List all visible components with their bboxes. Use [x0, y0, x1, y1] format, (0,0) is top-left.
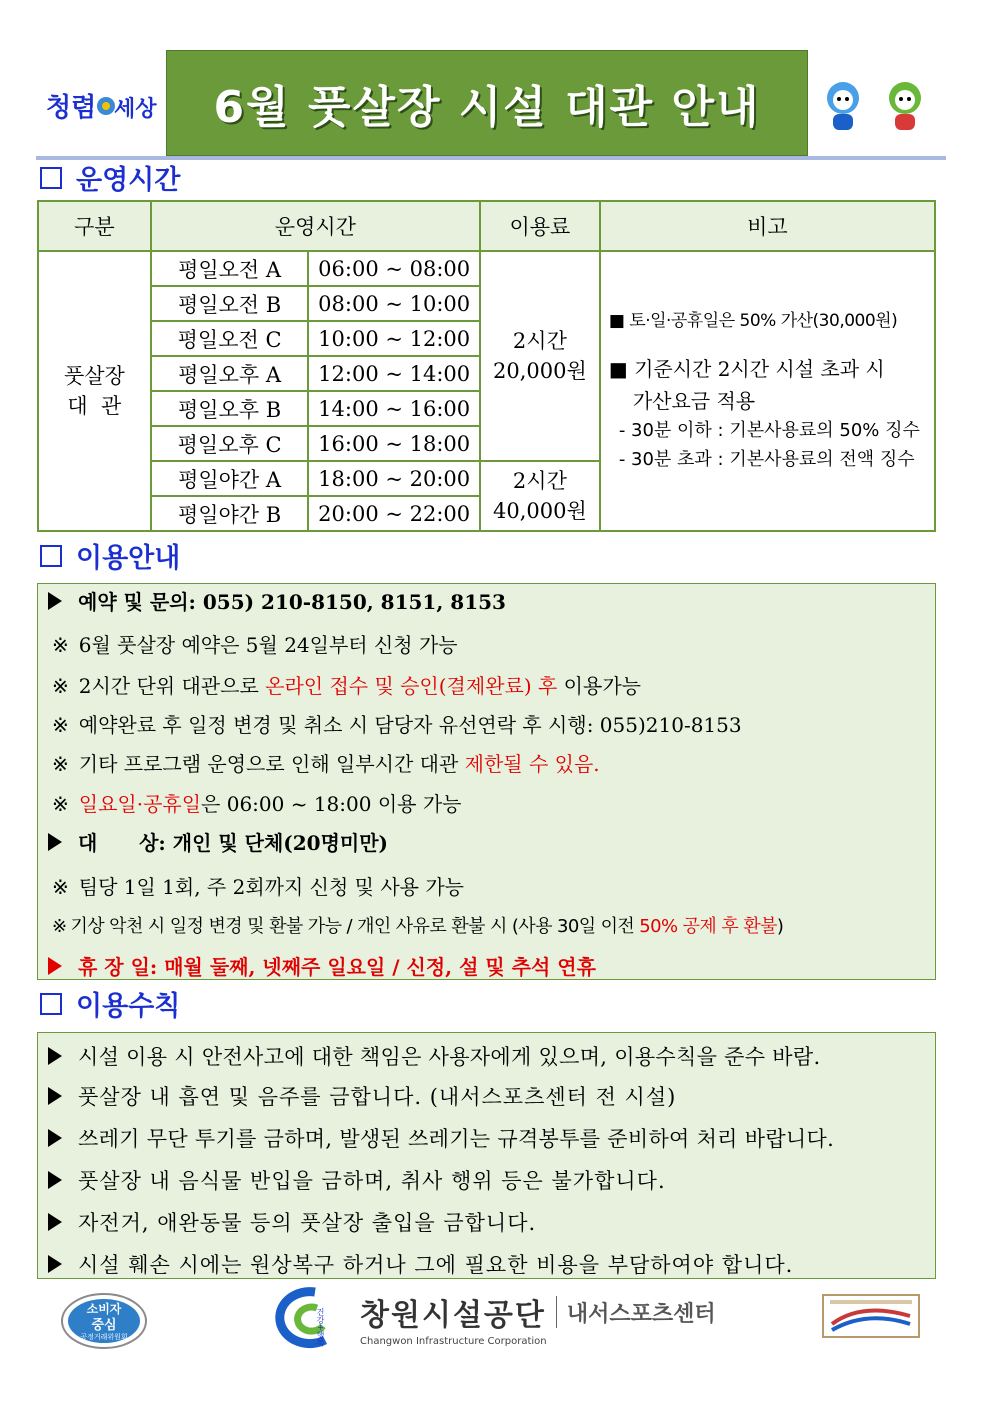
note-overtime-cont: 가산요금 적용: [632, 388, 756, 413]
guide-note: ※ 2시간 단위 대관으로 온라인 접수 및 승인(결제완료) 후 이용가능: [52, 674, 641, 698]
arrow-icon: [48, 833, 62, 851]
arrow-icon: [48, 1047, 62, 1065]
page-title: 6월 풋살장 시설 대관 안내: [213, 82, 761, 133]
note-over30: - 30분 초과 : 기본사용료의 전액 징수: [618, 448, 915, 470]
slot-time: 08:00 ~ 10:00: [308, 286, 480, 321]
changwon-logo-icon: 건강+행복: [265, 1282, 355, 1354]
checkbox-icon: [40, 545, 62, 567]
slot-time: 18:00 ~ 20:00: [308, 461, 480, 496]
guide-note: ※ 6월 풋살장 예약은 5월 24일부터 신청 가능: [52, 633, 458, 657]
slot-name: 평일오후 C: [151, 426, 309, 461]
guide-note: ※ 기타 프로그램 운영으로 인해 일부시간 대관 제한될 수 있음.: [52, 752, 600, 776]
org-name: 창원시설공단: [360, 1298, 546, 1333]
svg-text:세상: 세상: [114, 97, 157, 122]
ccm-badge: 소비자 중심 공정거래위원회: [60, 1292, 148, 1350]
note-cell: [600, 251, 935, 531]
rule-item: 쓰레기 무단 투기를 금하며, 발생된 쓰레기는 규격봉투를 준비하여 처리 바랍니다.: [48, 1123, 834, 1153]
guide-note: ※ 기상 악천 시 일정 변경 및 환불 가능 / 개인 사유로 환불 시 (사용 30일 이전 50% 공제 후 환불): [52, 916, 784, 937]
slot-name: 평일오전 B: [151, 286, 309, 321]
slot-name: 평일오후 A: [151, 356, 309, 391]
section-title-guide: 이용안내: [40, 536, 180, 575]
guide-note: ※ 예약완료 후 일정 변경 및 취소 시 담당자 유선연락 후 시행: 055)210-8153: [52, 713, 742, 737]
rule-item: 풋살장 내 흡연 및 음주를 금합니다. (내서스포츠센터 전 시설): [48, 1081, 676, 1111]
header-category: 구분: [38, 201, 151, 251]
section-title-rules: 이용수칙: [40, 984, 180, 1023]
hours-table: [37, 200, 936, 532]
checkbox-icon: [40, 993, 62, 1015]
note-under30: - 30분 이하 : 기본사용료의 50% 징수: [618, 419, 920, 441]
slot-time: 06:00 ~ 08:00: [308, 251, 480, 286]
arrow-icon: [48, 1213, 62, 1231]
slot-name: 평일오후 B: [151, 391, 309, 426]
table-header-row: [38, 201, 935, 251]
mascot-icons: [815, 78, 939, 134]
slot-name: 평일오전 C: [151, 321, 309, 356]
rule-item: 풋살장 내 음식물 반입을 금하며, 취사 행위 등은 불가합니다.: [48, 1165, 666, 1195]
fee-day-cell: 2시간 20,000원: [480, 251, 600, 461]
section-title-hours: 운영시간: [40, 158, 180, 197]
table-row: [38, 251, 935, 286]
checkbox-icon: [40, 167, 62, 189]
rule-item: 시설 훼손 시에는 원상복구 하거나 그에 필요한 비용을 부담하여야 합니다.: [48, 1249, 793, 1279]
org-divider: [556, 1296, 557, 1328]
certification-badge: [822, 1294, 920, 1338]
slot-time: 10:00 ~ 12:00: [308, 321, 480, 356]
guide-panel: [37, 583, 936, 980]
closed-days-line: 휴 장 일: 매월 둘째, 넷째주 일요일 / 신정, 설 및 추석 연휴: [48, 951, 596, 980]
slot-time: 12:00 ~ 14:00: [308, 356, 480, 391]
target-line: 대 상: 개인 및 단체(20명미만): [48, 827, 388, 856]
clean-world-logo: [44, 78, 157, 134]
header-fee: 이용료: [480, 201, 600, 251]
org-sub: 내서스포츠센터: [566, 1301, 716, 1327]
arrow-icon: [48, 1129, 62, 1147]
arrow-icon: [48, 1087, 62, 1105]
slot-name: 평일야간 B: [151, 496, 309, 531]
arrow-icon: [48, 592, 62, 610]
fee-night-cell: 2시간 40,000원: [480, 461, 600, 531]
note-overtime: ■ 기준시간 2시간 시설 초과 시: [608, 356, 885, 381]
arrow-icon: [48, 957, 62, 975]
header-hours: 운영시간: [151, 201, 480, 251]
category-cell: 풋살장 대 관: [38, 251, 151, 531]
org-name-block: [360, 1290, 716, 1347]
title-banner: [166, 50, 808, 156]
svg-text:청렴: 청렴: [46, 93, 97, 123]
slot-name: 평일야간 A: [151, 461, 309, 496]
slot-time: 16:00 ~ 18:00: [308, 426, 480, 461]
org-english: Changwon Infrastructure Corporation: [360, 1336, 547, 1347]
rule-item: 자전거, 애완동물 등의 풋살장 출입을 금합니다.: [48, 1207, 536, 1237]
note-weekend: ■ 토·일·공휴일은 50% 가산(30,000원): [608, 310, 898, 331]
reserve-line: 예약 및 문의: 055) 210-8150, 8151, 8153: [48, 586, 506, 615]
slot-time: 14:00 ~ 16:00: [308, 391, 480, 426]
header-note: 비고: [600, 201, 935, 251]
rules-panel: [37, 1032, 936, 1279]
guide-note: ※ 팀당 1일 1회, 주 2회까지 신청 및 사용 가능: [52, 875, 464, 899]
rule-item: 시설 이용 시 안전사고에 대한 책임은 사용자에게 있으며, 이용수칙을 준수 바람.: [48, 1041, 820, 1071]
arrow-icon: [48, 1255, 62, 1273]
slot-time: 20:00 ~ 22:00: [308, 496, 480, 531]
slot-name: 평일오전 A: [151, 251, 309, 286]
guide-note: ※ 일요일·공휴일은 06:00 ~ 18:00 이용 가능: [52, 792, 462, 816]
arrow-icon: [48, 1171, 62, 1189]
